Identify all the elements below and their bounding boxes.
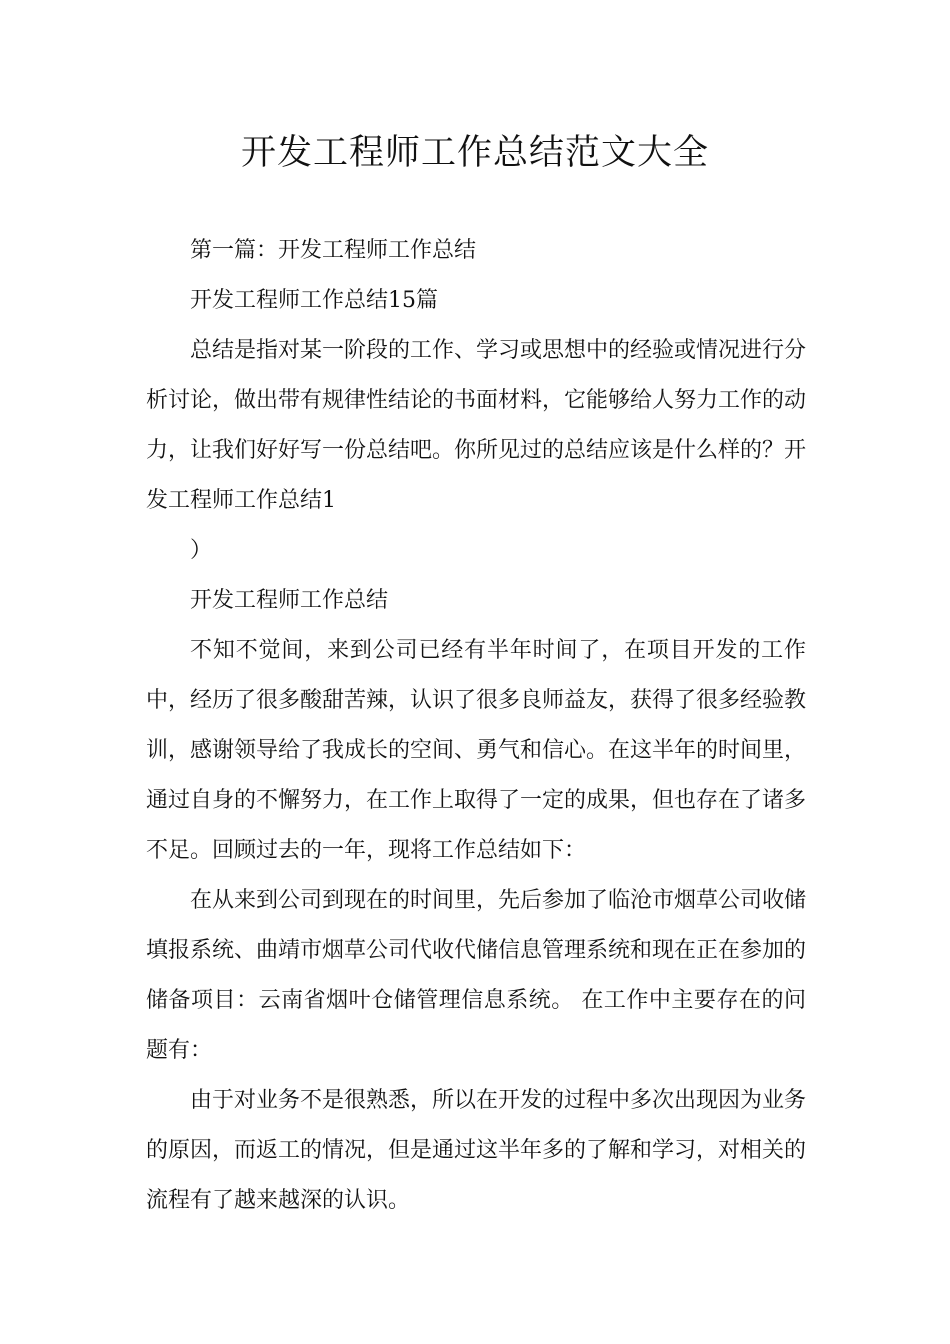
body-paragraph: ）: [190, 538, 213, 563]
body-paragraph: 由于对业务不是很熟悉，所以在开发的过程中多次出现因为业务的原因，而返工的情况，但是通过这半年多的了解和学习，对相关的流程有了越来越深的认识。: [146, 1088, 807, 1213]
section-heading: 第一篇：开发工程师工作总结: [190, 238, 477, 263]
body-paragraph: 不知不觉间，来到公司已经有半年时间了，在项目开发的工作中，经历了很多酸甜苦辣，认识了很多良师益友，获得了很多经验教训，感谢领导给了我成长的空间、勇气和信心。在这半年的时间里，通过自身的不懈努力，在工作上取得了一定的成果，但也存在了诸多不足。回顾过去的一年，现将工作总结如下：: [146, 638, 807, 863]
subtitle-paragraph: 开发工程师工作总结15篇: [190, 288, 438, 313]
document-title: 开发工程师工作总结范文大全: [240, 133, 709, 173]
body-paragraph: 开发工程师工作总结: [190, 588, 389, 613]
body-paragraph: 在从来到公司到现在的时间里，先后参加了临沧市烟草公司收储填报系统、曲靖市烟草公司代收代储信息管理系统和现在正在参加的储备项目：云南省烟叶仓储管理信息系统。 在工作中主要存在的问题有：: [146, 888, 807, 1063]
body-paragraph: 总结是指对某一阶段的工作、学习或思想中的经验或情况进行分析讨论，做出带有规律性结论的书面材料，它能够给人努力工作的动力，让我们好好写一份总结吧。你所见过的总结应该是什么样的？开发工程师工作总结1: [146, 338, 807, 513]
document-body: [146, 226, 806, 1226]
